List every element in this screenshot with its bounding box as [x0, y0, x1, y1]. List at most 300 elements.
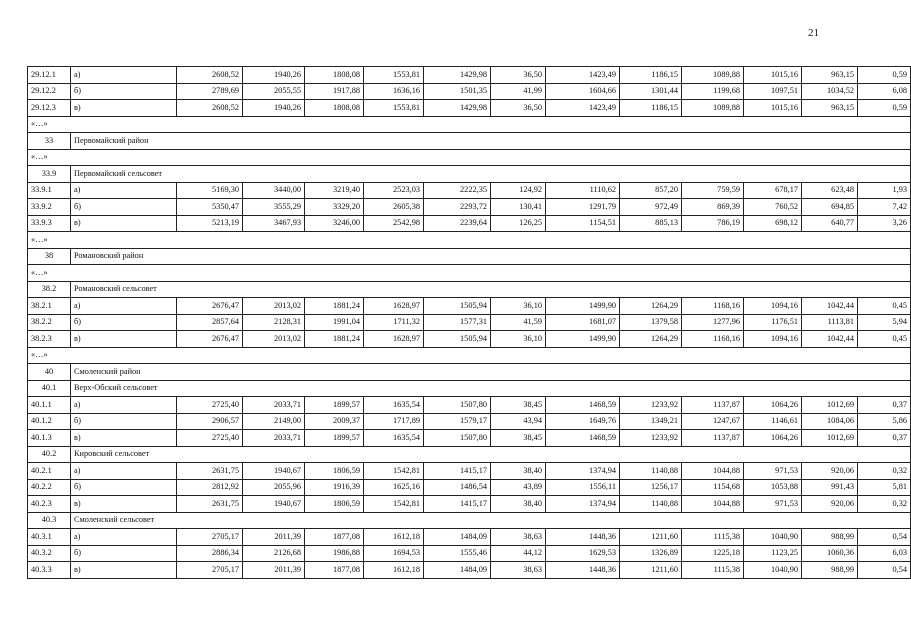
table-cell: 0,59	[858, 100, 911, 117]
table-cell: 1484,09	[424, 529, 491, 546]
table-row	[28, 331, 911, 348]
table-cell: 2033,71	[243, 430, 305, 447]
table-cell: 1110,62	[546, 182, 620, 199]
table-cell: 5213,19	[177, 215, 243, 232]
row-code: 40.2.3	[28, 496, 71, 513]
table-cell: 1176,51	[744, 314, 802, 331]
row-variant-label: а)	[71, 397, 177, 414]
row-variant-label: б)	[71, 314, 177, 331]
row-code: 40.3.1	[28, 529, 71, 546]
table-cell: 1899,57	[305, 430, 364, 447]
row-code: 40.2.2	[28, 479, 71, 496]
row-variant-label: б)	[71, 545, 177, 562]
table-cell: 1168,16	[682, 331, 744, 348]
section-row	[28, 166, 911, 183]
omission-marker: «…»	[28, 116, 911, 133]
table-cell: 1553,81	[364, 100, 424, 117]
table-cell: 2239,64	[424, 215, 491, 232]
table-cell: 1140,88	[620, 463, 682, 480]
table-cell: 0,32	[858, 496, 911, 513]
table-cell: 1140,88	[620, 496, 682, 513]
section-name: Романовский район	[71, 248, 911, 265]
table-cell: 2906,57	[177, 413, 243, 430]
table-cell: 41,59	[491, 314, 546, 331]
table-cell: 1044,88	[682, 463, 744, 480]
table-cell: 3,26	[858, 215, 911, 232]
table-cell: 678,17	[744, 182, 802, 199]
table-cell: 2857,64	[177, 314, 243, 331]
row-code: 40.3.2	[28, 545, 71, 562]
table-cell: 38,40	[491, 496, 546, 513]
table-cell: 2222,35	[424, 182, 491, 199]
table-cell: 1064,26	[744, 430, 802, 447]
table-row	[28, 67, 911, 84]
table-cell: 6,08	[858, 83, 911, 100]
table-cell: 1040,90	[744, 562, 802, 579]
table-cell: 1415,17	[424, 496, 491, 513]
table-row	[28, 479, 911, 496]
table-cell: 3219,40	[305, 182, 364, 199]
table-cell: 3329,20	[305, 199, 364, 216]
table-cell: 36,10	[491, 331, 546, 348]
table-cell: 1326,89	[620, 545, 682, 562]
section-code: 40	[28, 364, 71, 381]
table-cell: 5,94	[858, 314, 911, 331]
table-cell: 1940,26	[243, 100, 305, 117]
table-cell: 1168,16	[682, 298, 744, 315]
table-cell: 38,63	[491, 529, 546, 546]
table-cell: 972,49	[620, 199, 682, 216]
table-cell: 2886,34	[177, 545, 243, 562]
table-cell: 1940,67	[243, 496, 305, 513]
table-cell: 786,19	[682, 215, 744, 232]
table-cell: 2009,37	[305, 413, 364, 430]
row-code: 29.12.2	[28, 83, 71, 100]
table-row	[28, 83, 911, 100]
table-cell: 1040,90	[744, 529, 802, 546]
table-cell: 1123,25	[744, 545, 802, 562]
table-cell: 1468,59	[546, 430, 620, 447]
table-cell: 971,53	[744, 463, 802, 480]
table-cell: 1507,80	[424, 397, 491, 414]
row-code: 40.3.3	[28, 562, 71, 579]
table-cell: 41,99	[491, 83, 546, 100]
section-row	[28, 380, 911, 397]
table-cell: 1089,88	[682, 100, 744, 117]
table-cell: 1233,92	[620, 397, 682, 414]
row-code: 40.1.1	[28, 397, 71, 414]
table-cell: 1604,66	[546, 83, 620, 100]
table-cell: 5350,47	[177, 199, 243, 216]
table-cell: 1053,88	[744, 479, 802, 496]
table-cell: 1649,76	[546, 413, 620, 430]
table-cell: 1635,54	[364, 397, 424, 414]
section-code: 33	[28, 133, 71, 150]
table-cell: 1635,54	[364, 430, 424, 447]
table-row	[28, 545, 911, 562]
table-cell: 43,94	[491, 413, 546, 430]
section-row	[28, 133, 911, 150]
table-cell: 2631,75	[177, 463, 243, 480]
table-cell: 2011,39	[243, 562, 305, 579]
table-cell: 1186,15	[620, 100, 682, 117]
table-cell: 1256,17	[620, 479, 682, 496]
section-row	[28, 364, 911, 381]
table-cell: 1233,92	[620, 430, 682, 447]
table-cell: 0,37	[858, 430, 911, 447]
table-cell: 1034,52	[802, 83, 858, 100]
section-name: Кировский сельсовет	[71, 446, 911, 463]
omission-marker: «…»	[28, 347, 911, 364]
table-cell: 623,48	[802, 182, 858, 199]
table-cell: 1015,16	[744, 100, 802, 117]
table-cell: 988,99	[802, 562, 858, 579]
table-cell: 1501,35	[424, 83, 491, 100]
table-cell: 1877,08	[305, 562, 364, 579]
table-cell: 1899,57	[305, 397, 364, 414]
table-cell: 1484,09	[424, 562, 491, 579]
table-cell: 2631,75	[177, 496, 243, 513]
table-cell: 5,86	[858, 413, 911, 430]
table-row	[28, 496, 911, 513]
table-cell: 2608,52	[177, 100, 243, 117]
row-variant-label: а)	[71, 463, 177, 480]
row-variant-label: б)	[71, 199, 177, 216]
table-cell: 759,59	[682, 182, 744, 199]
omission-marker: «…»	[28, 149, 911, 166]
table-cell: 0,37	[858, 397, 911, 414]
table-cell: 1015,16	[744, 67, 802, 84]
table-cell: 1146,61	[744, 413, 802, 430]
table-cell: 1211,60	[620, 529, 682, 546]
table-cell: 1625,16	[364, 479, 424, 496]
table-cell: 1097,51	[744, 83, 802, 100]
section-row	[28, 512, 911, 529]
table-cell: 1211,60	[620, 562, 682, 579]
table-cell: 1084,06	[802, 413, 858, 430]
table-cell: 1374,94	[546, 496, 620, 513]
row-code: 29.12.1	[28, 67, 71, 84]
table-cell: 3246,00	[305, 215, 364, 232]
table-cell: 1137,87	[682, 397, 744, 414]
table-cell: 1113,81	[802, 314, 858, 331]
table-cell: 1277,96	[682, 314, 744, 331]
table-cell: 0,45	[858, 298, 911, 315]
table-cell: 1694,53	[364, 545, 424, 562]
table-cell: 1448,36	[546, 529, 620, 546]
row-variant-label: в)	[71, 496, 177, 513]
table-cell: 971,53	[744, 496, 802, 513]
table-cell: 1553,81	[364, 67, 424, 84]
table-row	[28, 413, 911, 430]
table-row	[28, 100, 911, 117]
table-cell: 2789,69	[177, 83, 243, 100]
table-cell: 1291,79	[546, 199, 620, 216]
table-cell: 0,54	[858, 529, 911, 546]
section-name: Романовский сельсовет	[71, 281, 911, 298]
table-cell: 0,54	[858, 562, 911, 579]
table-cell: 1542,81	[364, 496, 424, 513]
table-cell: 6,03	[858, 545, 911, 562]
table-cell: 2128,31	[243, 314, 305, 331]
row-code: 40.1.2	[28, 413, 71, 430]
table-cell: 1881,24	[305, 331, 364, 348]
table-cell: 1448,36	[546, 562, 620, 579]
table-row	[28, 529, 911, 546]
table-cell: 1505,94	[424, 331, 491, 348]
table-cell: 5169,30	[177, 182, 243, 199]
table-cell: 1717,89	[364, 413, 424, 430]
section-code: 40.2	[28, 446, 71, 463]
table-cell: 124,92	[491, 182, 546, 199]
table-cell: 1154,51	[546, 215, 620, 232]
table-cell: 1060,36	[802, 545, 858, 562]
table-cell: 1264,29	[620, 331, 682, 348]
section-name: Смоленский сельсовет	[71, 512, 911, 529]
table-cell: 1806,59	[305, 496, 364, 513]
table-cell: 3555,29	[243, 199, 305, 216]
table-cell: 2055,96	[243, 479, 305, 496]
table-cell: 1247,67	[682, 413, 744, 430]
row-variant-label: а)	[71, 182, 177, 199]
omission-marker: «…»	[28, 232, 911, 249]
row-code: 38.2.1	[28, 298, 71, 315]
table-cell: 1429,98	[424, 67, 491, 84]
table-cell: 1986,88	[305, 545, 364, 562]
table-cell: 991,43	[802, 479, 858, 496]
table-cell: 7,42	[858, 199, 911, 216]
table-cell: 36,10	[491, 298, 546, 315]
omission-row	[28, 347, 911, 364]
section-name: Первомайский сельсовет	[71, 166, 911, 183]
row-variant-label: в)	[71, 562, 177, 579]
table-cell: 44,12	[491, 545, 546, 562]
table-cell: 640,77	[802, 215, 858, 232]
table-cell: 2705,17	[177, 562, 243, 579]
table-cell: 694,85	[802, 199, 858, 216]
row-code: 33.9.1	[28, 182, 71, 199]
row-code: 29.12.3	[28, 100, 71, 117]
section-row	[28, 248, 911, 265]
section-row	[28, 446, 911, 463]
table-cell: 1628,97	[364, 298, 424, 315]
table-cell: 2293,72	[424, 199, 491, 216]
table-cell: 1089,88	[682, 67, 744, 84]
row-code: 33.9.3	[28, 215, 71, 232]
row-variant-label: в)	[71, 331, 177, 348]
table-row	[28, 562, 911, 579]
table-cell: 920,06	[802, 496, 858, 513]
table-cell: 2542,98	[364, 215, 424, 232]
table-row	[28, 397, 911, 414]
table-cell: 2812,92	[177, 479, 243, 496]
table-cell: 1423,49	[546, 100, 620, 117]
table-cell: 1486,54	[424, 479, 491, 496]
table-cell: 1556,11	[546, 479, 620, 496]
row-variant-label: б)	[71, 413, 177, 430]
section-name: Верх-Обский сельсовет	[71, 380, 911, 397]
row-variant-label: в)	[71, 100, 177, 117]
table-cell: 963,15	[802, 100, 858, 117]
table-cell: 1115,38	[682, 529, 744, 546]
table-cell: 2705,17	[177, 529, 243, 546]
omission-row	[28, 116, 911, 133]
table-cell: 1577,31	[424, 314, 491, 331]
table-cell: 1264,29	[620, 298, 682, 315]
table-cell: 2033,71	[243, 397, 305, 414]
table-cell: 1499,90	[546, 331, 620, 348]
omission-row	[28, 232, 911, 249]
table-cell: 1940,67	[243, 463, 305, 480]
section-code: 38	[28, 248, 71, 265]
table-cell: 1415,17	[424, 463, 491, 480]
table-cell: 1042,44	[802, 298, 858, 315]
row-variant-label: а)	[71, 529, 177, 546]
table-cell: 1044,88	[682, 496, 744, 513]
table-cell: 1423,49	[546, 67, 620, 84]
table-cell: 1579,17	[424, 413, 491, 430]
table-cell: 2605,38	[364, 199, 424, 216]
table-cell: 1555,46	[424, 545, 491, 562]
table-cell: 1917,88	[305, 83, 364, 100]
table-cell: 1940,26	[243, 67, 305, 84]
table-cell: 1012,69	[802, 430, 858, 447]
table-cell: 0,45	[858, 331, 911, 348]
table-cell: 2725,40	[177, 430, 243, 447]
table-cell: 1349,21	[620, 413, 682, 430]
table-cell: 3467,93	[243, 215, 305, 232]
row-code: 33.9.2	[28, 199, 71, 216]
section-code: 40.3	[28, 512, 71, 529]
section-code: 38.2	[28, 281, 71, 298]
table-cell: 1115,38	[682, 562, 744, 579]
table-row	[28, 463, 911, 480]
tariff-table	[27, 66, 911, 579]
omission-marker: «…»	[28, 265, 911, 282]
table-cell: 1916,39	[305, 479, 364, 496]
row-variant-label: в)	[71, 215, 177, 232]
table-cell: 1094,16	[744, 331, 802, 348]
table-cell: 1154,68	[682, 479, 744, 496]
table-cell: 920,06	[802, 463, 858, 480]
table-cell: 1542,81	[364, 463, 424, 480]
table-row	[28, 314, 911, 331]
row-code: 38.2.3	[28, 331, 71, 348]
table-cell: 1681,07	[546, 314, 620, 331]
table-cell: 2676,47	[177, 331, 243, 348]
table-cell: 1808,08	[305, 100, 364, 117]
omission-row	[28, 149, 911, 166]
table-cell: 988,99	[802, 529, 858, 546]
table-row	[28, 298, 911, 315]
table-cell: 2149,00	[243, 413, 305, 430]
table-row	[28, 182, 911, 199]
table-cell: 1499,90	[546, 298, 620, 315]
table-cell: 869,39	[682, 199, 744, 216]
table-cell: 126,25	[491, 215, 546, 232]
row-code: 40.1.3	[28, 430, 71, 447]
table-cell: 2725,40	[177, 397, 243, 414]
table-cell: 130,41	[491, 199, 546, 216]
row-variant-label: б)	[71, 479, 177, 496]
row-code: 40.2.1	[28, 463, 71, 480]
table-cell: 1012,69	[802, 397, 858, 414]
section-name: Первомайский район	[71, 133, 911, 150]
table-cell: 1374,94	[546, 463, 620, 480]
table-cell: 2608,52	[177, 67, 243, 84]
table-cell: 885,13	[620, 215, 682, 232]
table-cell: 38,63	[491, 562, 546, 579]
row-code: 38.2.2	[28, 314, 71, 331]
table-cell: 3440,00	[243, 182, 305, 199]
table-cell: 2126,68	[243, 545, 305, 562]
table-body	[28, 67, 911, 579]
section-row	[28, 281, 911, 298]
table-cell: 43,89	[491, 479, 546, 496]
table-cell: 2013,02	[243, 298, 305, 315]
table-cell: 1711,32	[364, 314, 424, 331]
table-cell: 1186,15	[620, 67, 682, 84]
table-cell: 0,59	[858, 67, 911, 84]
table-row	[28, 199, 911, 216]
table-cell: 1042,44	[802, 331, 858, 348]
table-cell: 1429,98	[424, 100, 491, 117]
table-cell: 963,15	[802, 67, 858, 84]
table-cell: 1628,97	[364, 331, 424, 348]
table-cell: 1094,16	[744, 298, 802, 315]
table-cell: 38,45	[491, 397, 546, 414]
section-code: 33.9	[28, 166, 71, 183]
table-row	[28, 430, 911, 447]
table-cell: 1806,59	[305, 463, 364, 480]
row-variant-label: в)	[71, 430, 177, 447]
table-cell: 1507,80	[424, 430, 491, 447]
table-cell: 1468,59	[546, 397, 620, 414]
table-cell: 1199,68	[682, 83, 744, 100]
section-name: Смоленский район	[71, 364, 911, 381]
table-cell: 1225,18	[682, 545, 744, 562]
row-variant-label: а)	[71, 298, 177, 315]
table-cell: 1379,58	[620, 314, 682, 331]
table-cell: 1629,53	[546, 545, 620, 562]
omission-row	[28, 265, 911, 282]
table-cell: 38,45	[491, 430, 546, 447]
table-cell: 1301,44	[620, 83, 682, 100]
row-variant-label: а)	[71, 67, 177, 84]
row-variant-label: б)	[71, 83, 177, 100]
table-cell: 1808,08	[305, 67, 364, 84]
table-cell: 36,50	[491, 100, 546, 117]
table-cell: 2013,02	[243, 331, 305, 348]
table-cell: 1881,24	[305, 298, 364, 315]
table-cell: 0,32	[858, 463, 911, 480]
table-cell: 5,81	[858, 479, 911, 496]
table-row	[28, 215, 911, 232]
table-cell: 2055,55	[243, 83, 305, 100]
section-code: 40.1	[28, 380, 71, 397]
table-cell: 2523,03	[364, 182, 424, 199]
table-cell: 36,50	[491, 67, 546, 84]
page-number: 21	[808, 27, 819, 39]
table-cell: 760,52	[744, 199, 802, 216]
table-cell: 1612,18	[364, 562, 424, 579]
table-cell: 38,40	[491, 463, 546, 480]
table-cell: 1137,87	[682, 430, 744, 447]
table-cell: 2011,39	[243, 529, 305, 546]
table-cell: 857,20	[620, 182, 682, 199]
table-cell: 1636,16	[364, 83, 424, 100]
table-cell: 698,12	[744, 215, 802, 232]
